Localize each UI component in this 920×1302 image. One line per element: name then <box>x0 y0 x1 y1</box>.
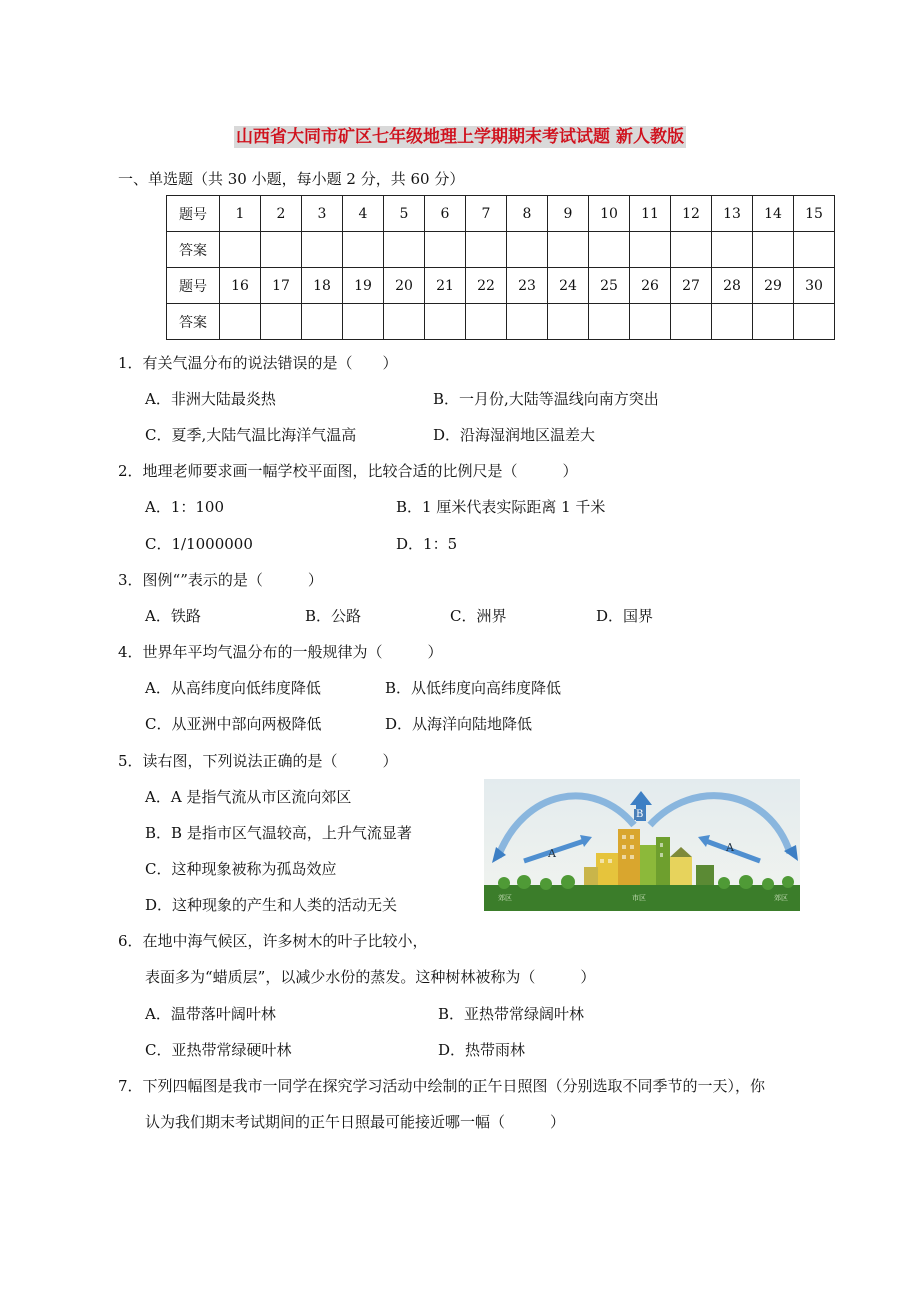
answer-cell[interactable] <box>794 232 835 268</box>
question-number-cell: 26 <box>630 268 671 304</box>
answer-cell[interactable] <box>507 304 548 340</box>
question-3-stem: 3．图例“”表示的是（ ） <box>118 571 323 589</box>
answer-cell[interactable] <box>712 304 753 340</box>
question-number-cell: 16 <box>220 268 261 304</box>
question-number-cell: 29 <box>753 268 794 304</box>
question-number-cell: 30 <box>794 268 835 304</box>
question-number-cell: 4 <box>343 196 384 232</box>
label-a-right: A <box>726 841 734 854</box>
answer-cell[interactable] <box>261 304 302 340</box>
question-number-cell: 9 <box>548 196 589 232</box>
question-1-option-c: C．夏季,大陆气温比海洋气温高 <box>145 426 357 444</box>
answer-table <box>166 195 835 340</box>
question-1-option-a: A．非洲大陆最炎热 <box>145 390 276 408</box>
answer-table-row <box>167 304 835 340</box>
question-number-cell: 7 <box>466 196 507 232</box>
answer-cell[interactable] <box>343 232 384 268</box>
answer-cell[interactable] <box>302 304 343 340</box>
answer-cell[interactable] <box>220 232 261 268</box>
answer-cell[interactable] <box>507 232 548 268</box>
question-number-cell: 2 <box>261 196 302 232</box>
answer-cell[interactable] <box>589 304 630 340</box>
answer-cell[interactable] <box>302 232 343 268</box>
answer-cell[interactable] <box>630 232 671 268</box>
answer-cell[interactable] <box>384 304 425 340</box>
question-6-option-c: C．亚热带常绿硬叶林 <box>145 1041 292 1059</box>
answer-cell[interactable] <box>384 232 425 268</box>
answer-cell[interactable] <box>261 232 302 268</box>
answer-table-row <box>167 268 835 304</box>
question-7-stem: 7．下列四幅图是我市一同学在探究学习活动中绘制的正午日照图（分别选取不同季节的一天），你 <box>118 1077 766 1095</box>
question-4-stem: 4．世界年平均气温分布的一般规律为（ ） <box>118 643 443 661</box>
answer-cell[interactable] <box>425 304 466 340</box>
answer-table-row-label: 题号 <box>167 268 220 304</box>
answer-cell[interactable] <box>343 304 384 340</box>
question-4-option-b: B．从低纬度向高纬度降低 <box>385 679 562 697</box>
answer-cell[interactable] <box>671 304 712 340</box>
question-6-stem: 6．在地中海气候区，许多树木的叶子比较小， <box>118 932 428 950</box>
question-5-option-c: C．这种现象被称为孤岛效应 <box>145 860 337 878</box>
answer-cell[interactable] <box>466 232 507 268</box>
question-3-option-c: C．洲界 <box>450 607 507 625</box>
question-number-cell: 6 <box>425 196 466 232</box>
question-1-stem: 1．有关气温分布的说法错误的是（ ） <box>118 354 398 372</box>
answer-cell[interactable] <box>220 304 261 340</box>
label-b: B <box>636 809 644 820</box>
question-5-option-a: A．A 是指气流从市区流向郊区 <box>145 788 352 806</box>
question-number-cell: 28 <box>712 268 753 304</box>
answer-table-row-label: 答案 <box>167 232 220 268</box>
question-1-option-d: D．沿海湿润地区温差大 <box>433 426 596 444</box>
question-5-option-d: D．这种现象的产生和人类的活动无关 <box>145 896 398 914</box>
question-number-cell: 12 <box>671 196 712 232</box>
question-6-stem-continued: 表面多为“蜡质层”，以减少水份的蒸发。这种树林被称为（ ） <box>145 968 596 986</box>
question-3-option-d: D．国界 <box>596 607 654 625</box>
question-number-cell: 21 <box>425 268 466 304</box>
question-number-cell: 20 <box>384 268 425 304</box>
question-7-stem-continued: 认为我们期末考试期间的正午日照最可能接近哪一幅（ ） <box>145 1113 566 1131</box>
question-6-option-d: D．热带雨林 <box>438 1041 526 1059</box>
answer-cell[interactable] <box>548 232 589 268</box>
question-number-cell: 13 <box>712 196 753 232</box>
question-number-cell: 3 <box>302 196 343 232</box>
heat-island-illustration <box>484 779 800 911</box>
answer-cell[interactable] <box>671 232 712 268</box>
heat-island-figure <box>484 779 800 911</box>
question-number-cell: 1 <box>220 196 261 232</box>
question-1-option-b: B．一月份,大陆等温线向南方突出 <box>433 390 659 408</box>
question-2-option-a: A．1：100 <box>145 498 225 516</box>
page-title: 山西省大同市矿区七年级地理上学期期末考试试题 新人教版 <box>236 127 684 147</box>
answer-cell[interactable] <box>425 232 466 268</box>
answer-cell[interactable] <box>753 304 794 340</box>
label-a-left: A <box>548 847 556 860</box>
question-number-cell: 5 <box>384 196 425 232</box>
question-2-option-b: B．1 厘米代表实际距离 1 千米 <box>396 498 606 516</box>
question-number-cell: 19 <box>343 268 384 304</box>
ground-label-left: 郊区 <box>498 894 512 902</box>
question-number-cell: 15 <box>794 196 835 232</box>
question-3-option-a: A．铁路 <box>145 607 201 625</box>
question-number-cell: 23 <box>507 268 548 304</box>
question-6-option-b: B．亚热带常绿阔叶林 <box>438 1005 585 1023</box>
question-number-cell: 24 <box>548 268 589 304</box>
question-4-option-d: D．从海洋向陆地降低 <box>385 715 533 733</box>
question-6-option-a: A．温带落叶阔叶林 <box>145 1005 276 1023</box>
question-number-cell: 22 <box>466 268 507 304</box>
ground-label-right: 郊区 <box>774 894 788 902</box>
question-number-cell: 17 <box>261 268 302 304</box>
question-5-option-b: B．B 是指市区气温较高，上升气流显著 <box>145 824 412 842</box>
question-3-option-b: B．公路 <box>305 607 362 625</box>
answer-cell[interactable] <box>794 304 835 340</box>
answer-table-row-label: 答案 <box>167 304 220 340</box>
answer-table-row <box>167 232 835 268</box>
question-4-option-a: A．从高纬度向低纬度降低 <box>145 679 321 697</box>
answer-table-row <box>167 196 835 232</box>
question-2-option-d: D．1：5 <box>396 535 458 553</box>
question-number-cell: 8 <box>507 196 548 232</box>
answer-cell[interactable] <box>630 304 671 340</box>
answer-cell[interactable] <box>548 304 589 340</box>
question-number-cell: 14 <box>753 196 794 232</box>
ground-label-mid: 市区 <box>632 894 646 902</box>
question-number-cell: 11 <box>630 196 671 232</box>
answer-cell[interactable] <box>753 232 794 268</box>
question-4-option-c: C．从亚洲中部向两极降低 <box>145 715 322 733</box>
question-2-option-c: C．1/1000000 <box>145 535 253 553</box>
question-number-cell: 25 <box>589 268 630 304</box>
question-number-cell: 27 <box>671 268 712 304</box>
question-2-stem: 2．地理老师要求画一幅学校平面图，比较合适的比例尺是（ ） <box>118 462 578 480</box>
question-number-cell: 10 <box>589 196 630 232</box>
answer-cell[interactable] <box>589 232 630 268</box>
answer-cell[interactable] <box>712 232 753 268</box>
answer-table-row-label: 题号 <box>167 196 220 232</box>
question-5-stem: 5．读右图，下列说法正确的是（ ） <box>118 752 398 770</box>
question-number-cell: 18 <box>302 268 343 304</box>
section-heading: 一、单选题（共 30 小题，每小题 2 分，共 60 分） <box>118 170 465 188</box>
answer-cell[interactable] <box>466 304 507 340</box>
